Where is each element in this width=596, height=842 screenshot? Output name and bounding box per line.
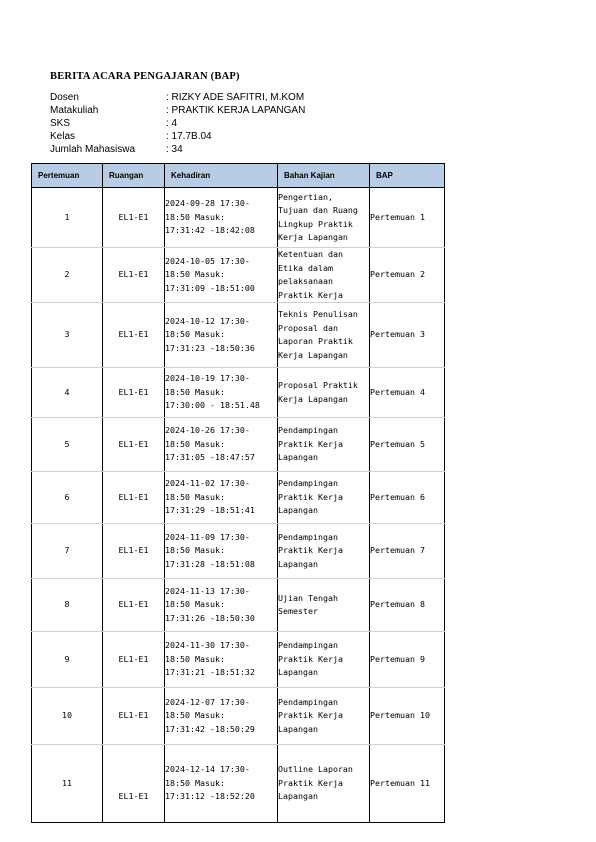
table-row xyxy=(32,688,445,745)
cell-kehadiran: 2024-11-30 17:30- 18:50 Masuk: 17:31:21 -18:51:32 xyxy=(165,632,278,688)
cell-kehadiran: 2024-11-13 17:30- 18:50 Masuk: 17:31:26 -18:50:30 xyxy=(165,579,278,632)
cell-pertemuan: 10 xyxy=(32,688,103,745)
table-row xyxy=(32,188,445,248)
cell-kehadiran: 2024-10-26 17:30- 18:50 Masuk: 17:31:05 -18:47:57 xyxy=(165,418,278,472)
column-header-bahan-kajian: Bahan Kajian xyxy=(278,164,370,188)
cell-bap: Pertemuan 6 xyxy=(370,472,445,524)
table-row xyxy=(32,248,445,303)
cell-bahan-kajian: Ujian Tengah Semester xyxy=(278,579,370,632)
cell-pertemuan: 4 xyxy=(32,368,103,418)
info-value: : 4 xyxy=(166,118,178,129)
column-header-kehadiran: Kehadiran xyxy=(165,164,278,188)
cell-bap: Pertemuan 8 xyxy=(370,579,445,632)
info-value: : 34 xyxy=(166,144,183,155)
bap-table xyxy=(31,163,445,823)
cell-pertemuan: 7 xyxy=(32,524,103,579)
cell-bap: Pertemuan 5 xyxy=(370,418,445,472)
cell-kehadiran: 2024-12-07 17:30- 18:50 Masuk: 17:31:42 -18:50:29 xyxy=(165,688,278,745)
cell-bahan-kajian: Pendampingan Praktik Kerja Lapangan xyxy=(278,472,370,524)
cell-bap: Pertemuan 9 xyxy=(370,632,445,688)
cell-pertemuan: 6 xyxy=(32,472,103,524)
cell-bahan-kajian: Pengertian, Tujuan dan Ruang Lingkup Praktik Kerja Lapangan xyxy=(278,188,370,248)
cell-pertemuan: 8 xyxy=(32,579,103,632)
cell-ruangan: EL1-E1 xyxy=(103,745,165,823)
cell-bahan-kajian: Pendampingan Praktik Kerja Lapangan xyxy=(278,632,370,688)
cell-bahan-kajian: Proposal Praktik Kerja Lapangan xyxy=(278,368,370,418)
cell-kehadiran: 2024-10-12 17:30- 18:50 Masuk: 17:31:23 -18:50:36 xyxy=(165,303,278,368)
cell-pertemuan: 3 xyxy=(32,303,103,368)
cell-ruangan: EL1-E1 xyxy=(103,579,165,632)
cell-kehadiran: 2024-11-09 17:30- 18:50 Masuk: 17:31:28 -18:51:08 xyxy=(165,524,278,579)
info-label: Dosen xyxy=(50,92,79,103)
cell-bahan-kajian: Pendampingan Praktik Kerja Lapangan xyxy=(278,524,370,579)
info-label: Kelas xyxy=(50,131,76,142)
cell-ruangan: EL1-E1 xyxy=(103,368,165,418)
cell-ruangan: EL1-E1 xyxy=(103,248,165,303)
cell-pertemuan: 5 xyxy=(32,418,103,472)
column-header-bap: BAP xyxy=(370,164,445,188)
table-row xyxy=(32,303,445,368)
column-header-ruangan: Ruangan xyxy=(103,164,165,188)
column-header-pertemuan: Pertemuan xyxy=(32,164,103,188)
table-row xyxy=(32,368,445,418)
cell-bap: Pertemuan 3 xyxy=(370,303,445,368)
cell-ruangan: EL1-E1 xyxy=(103,472,165,524)
info-value: : 17.7B.04 xyxy=(166,131,212,142)
info-label: Jumlah Mahasiswa xyxy=(50,144,136,155)
cell-pertemuan: 2 xyxy=(32,248,103,303)
table-row xyxy=(32,472,445,524)
table-row xyxy=(32,745,445,823)
cell-bap: Pertemuan 7 xyxy=(370,524,445,579)
cell-ruangan: EL1-E1 xyxy=(103,688,165,745)
cell-pertemuan: 1 xyxy=(32,188,103,248)
cell-bap: Pertemuan 2 xyxy=(370,248,445,303)
cell-pertemuan: 11 xyxy=(32,745,103,823)
info-value: : RIZKY ADE SAFITRI, M.KOM xyxy=(166,92,305,103)
cell-bahan-kajian: Teknis Penulisan Proposal dan Laporan Praktik Kerja Lapangan xyxy=(278,303,370,368)
cell-bahan-kajian: Pendampingan Praktik Kerja Lapangan xyxy=(278,418,370,472)
cell-kehadiran: 2024-12-14 17:30- 18:50 Masuk: 17:31:12 -18:52:20 xyxy=(165,745,278,823)
cell-ruangan: EL1-E1 xyxy=(103,188,165,248)
cell-kehadiran: 2024-11-02 17:30- 18:50 Masuk: 17:31:29 -18:51:41 xyxy=(165,472,278,524)
cell-ruangan: EL1-E1 xyxy=(103,418,165,472)
info-label: Matakuliah xyxy=(50,105,99,116)
cell-bahan-kajian: Ketentuan dan Etika dalam pelaksanaan Praktik Kerja xyxy=(278,248,370,303)
info-label: SKS xyxy=(50,118,71,129)
cell-pertemuan: 9 xyxy=(32,632,103,688)
cell-ruangan: EL1-E1 xyxy=(103,303,165,368)
table-header-row xyxy=(32,164,445,188)
cell-bap: Pertemuan 11 xyxy=(370,745,445,823)
table-row xyxy=(32,632,445,688)
cell-kehadiran: 2024-10-05 17:30- 18:50 Masuk: 17:31:09 -18:51:00 xyxy=(165,248,278,303)
table-row xyxy=(32,418,445,472)
table-row xyxy=(32,579,445,632)
cell-kehadiran: 2024-10-19 17:30- 18:50 Masuk: 17:30:00 - 18:51.48 xyxy=(165,368,278,418)
cell-bahan-kajian: Outline Laporan Praktik Kerja Lapangan xyxy=(278,745,370,823)
cell-bap: Pertemuan 10 xyxy=(370,688,445,745)
cell-bahan-kajian: Pendampingan Praktik Kerja Lapangan xyxy=(278,688,370,745)
cell-kehadiran: 2024-09-28 17:30- 18:50 Masuk: 17:31:42 -18:42:08 xyxy=(165,188,278,248)
cell-bap: Pertemuan 4 xyxy=(370,368,445,418)
info-value: : PRAKTIK KERJA LAPANGAN xyxy=(166,105,306,116)
cell-bap: Pertemuan 1 xyxy=(370,188,445,248)
document-title: BERITA ACARA PENGAJARAN (BAP) xyxy=(50,71,240,82)
cell-ruangan: EL1-E1 xyxy=(103,632,165,688)
cell-ruangan: EL1-E1 xyxy=(103,524,165,579)
table-row xyxy=(32,524,445,579)
